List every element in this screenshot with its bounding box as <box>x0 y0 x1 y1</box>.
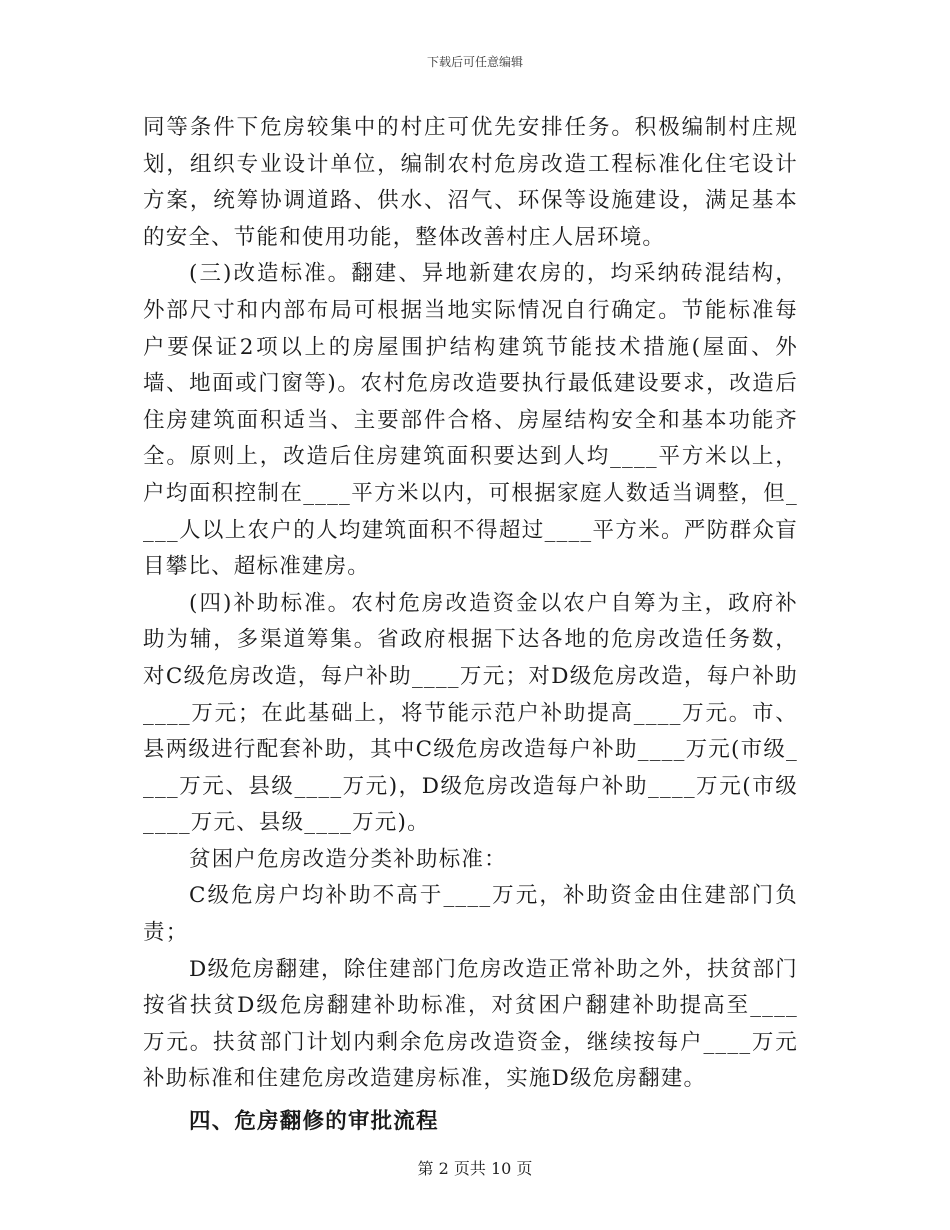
page-footer: 第 2 页共 10 页 <box>417 1159 533 1178</box>
section-heading-approval-process: 四、危房翻修的审批流程 <box>189 1109 439 1135</box>
paragraph-d-level-rebuild: D级危房翻建，除住建部门危房改造正常补助之外，扶贫部门按省扶贫D级危房翻建补助标准，对贫困户翻建补助提高至____万元。扶贫部门计划内剩余危房改造资金，继续按每户____万元补助标准和住建危房改造建房标准，实施D级危房翻建。 <box>143 956 798 1092</box>
paragraph-renovation-standard: (三)改造标准。翻建、异地新建农房的，均采纳砖混结构，外部尺寸和内部布局可根据当地实际情况自行确定。节能标准每户要保证2项以上的房屋围护结构建筑节能技术措施(屋面、外墙、地面或门窗等)。农村危房改造要执行最低建设要求，改造后住房建筑面积适当、主要部件合格、房屋结构安全和基本功能齐全。原则上，改造后住房建筑面积要达到人均____平方米以上，户均面积控制在____平方米以内，可根据家庭人数适当调整，但____人以上农户的人均建筑面积不得超过____平方米。严防群众盲目攀比、超标准建房。 <box>143 261 798 580</box>
page-header: 下载后可任意编辑 <box>426 55 523 69</box>
document-body <box>143 110 798 1141</box>
paragraph-village-planning: 同等条件下危房较集中的村庄可优先安排任务。积极编制村庄规划，组织专业设计单位，编制农村危房改造工程标准化住宅设计方案，统筹协调道路、供水、沼气、环保等设施建设，满足基本的安全、节能和使用功能，整体改善村庄人居环境。 <box>143 115 798 250</box>
paragraph-c-level-subsidy: C级危房户均补助不高于____万元，补助资金由住建部门负责； <box>143 883 798 946</box>
paragraph-subsidy-standard: (四)补助标准。农村危房改造资金以农户自筹为主，政府补助为辅，多渠道筹集。省政府根据下达各地的危房改造任务数，对C级危房改造，每户补助____万元；对D级危房改造，每户补助____万元；在此基础上，将节能示范户补助提高____万元。市、县两级进行配套补助，其中C级危房改造每户补助____万元(市级____万元、县级____万元)，D级危房改造每户补助____万元(市级____万元、县级____万元)。 <box>143 590 798 836</box>
paragraph-poor-household-intro: 贫困户危房改造分类补助标准： <box>189 846 507 872</box>
